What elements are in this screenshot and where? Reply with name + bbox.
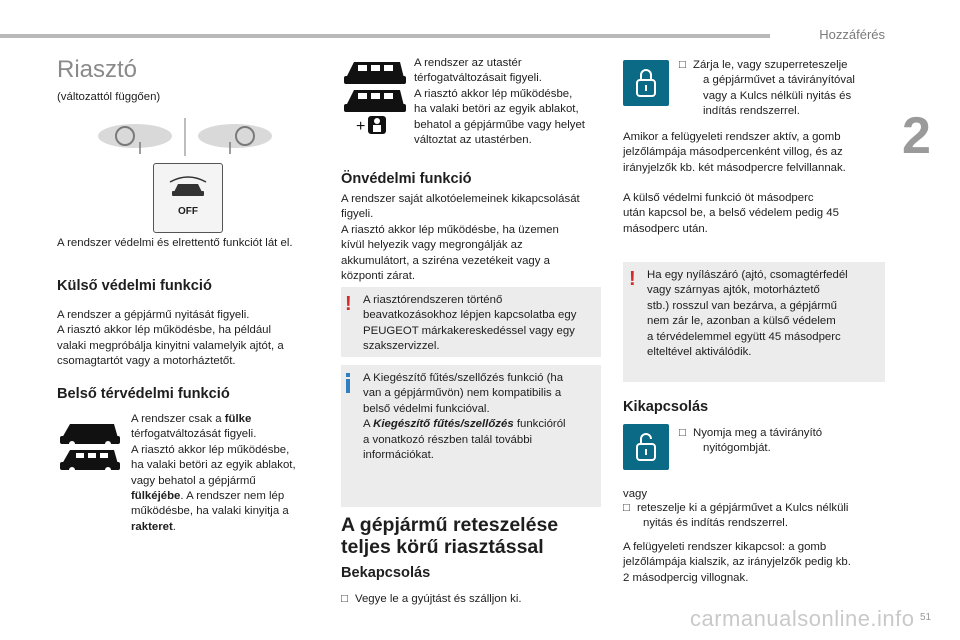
utaster-text [414, 56, 604, 148]
text-line: csomagtartót vagy a motorháztetőt. [57, 355, 236, 368]
car-alarm-icon [168, 176, 208, 198]
text: funkcióról [513, 418, 566, 431]
title-line: teljes körű riasztással [341, 536, 544, 558]
text-line: behatol a gépjárműbe vagy helyet [414, 118, 585, 131]
info-text [363, 371, 599, 463]
lock-tile [623, 60, 669, 106]
text-line: beavatkozásokhoz lépjen kapcsolatba egy [363, 309, 577, 322]
van-passenger-icon [342, 58, 408, 136]
vagy-text: vagy [623, 488, 648, 500]
outer-text [623, 191, 888, 237]
text-line: térfogatváltozását figyeli. [131, 428, 257, 441]
text: . [172, 520, 176, 533]
warning-box [341, 287, 601, 357]
info-icon [346, 373, 350, 393]
text-line [679, 426, 879, 441]
text-line: A rendszer a gépjármű nyitását figyeli. [57, 309, 250, 321]
chapter-number: 2 [902, 107, 931, 165]
bekapcs-title: Bekapcsolás [341, 565, 431, 581]
text-line: A külső védelmi funkció öt másodperc [623, 192, 814, 204]
text-line: stb.) rosszul van bezárva, a gépjármű [647, 299, 837, 312]
header-rule [0, 34, 770, 38]
text-line: kívül helyezik vagy megrongálják az [341, 239, 523, 252]
bullet-icon: □ [623, 502, 630, 514]
belso-text [131, 412, 331, 535]
bullet-icon: □ [679, 59, 686, 71]
kikapcs-bullet [623, 501, 888, 532]
lock-text [679, 58, 879, 120]
text-line: Amikor a felügyeleti rendszer aktív, a gomb [623, 131, 841, 143]
van-cabin-icon [58, 418, 122, 474]
bullet-icon: □ [341, 593, 348, 605]
text-line: jelzőlámpája másodpercenként villog, és az [623, 146, 843, 159]
text: A rendszer csak a [131, 413, 225, 425]
text-line: A riasztó akkor lép működésbe, ha üzemen [341, 223, 559, 236]
page-number: 51 [920, 612, 932, 623]
text-line: van a gépjárművön) nem kompatibilis a [363, 387, 562, 400]
text-line: vagy behatol a gépjármű [131, 474, 256, 487]
kulso-title: Külső védelmi funkció [57, 278, 212, 294]
text-line: a vonatkozó részben talál további [363, 433, 533, 446]
text-line: információkat. [363, 449, 434, 462]
off-label: OFF [178, 206, 198, 217]
final-text [623, 540, 893, 586]
text-line: Ha egy nyílászáró (ajtó, csomagtérfedél [647, 269, 848, 281]
text: . A rendszer nem lép [180, 490, 285, 503]
text-line: másodperc után. [623, 222, 708, 235]
caption-off: A rendszer védelmi és elrettentő funkciót lát el. [57, 237, 293, 249]
text-line: a gépjárművet a távirányítóval [703, 74, 855, 87]
text-line: működésbe, ha valaki kinyitja a [131, 505, 289, 518]
text-line: vagy a Kulcs nélküli nyitás és [703, 89, 852, 102]
bekapcs-bullet [341, 592, 522, 607]
emphasis: rakteret [131, 520, 173, 533]
text-line: térfogatváltozásait figyeli. [414, 72, 542, 85]
text-line: jelzőlámpája kialszik, az irányjelzők pedig kb. [623, 556, 851, 569]
text-line: akkumulátort, a sziréna vezetékeit vagy a [341, 254, 550, 267]
unlock-tile [623, 424, 669, 470]
warning-icon: ! [345, 293, 352, 315]
text-line: A felügyeleti rendszer kikapcsol: a gomb [623, 541, 827, 553]
text-line: A rendszer az utastér [414, 57, 522, 69]
info-box [341, 365, 601, 507]
text-line: vagy szárnyas ajtók, motorháztető [647, 284, 820, 297]
warning-text [363, 293, 599, 355]
text: Zárja le, vagy szuperreteszelje [693, 59, 848, 71]
belso-title: Belső térvédelmi funkció [57, 386, 230, 402]
bullet-icon: □ [679, 427, 686, 439]
page-title: Riasztó [57, 56, 138, 83]
text-line: után kapcsol be, a belső védelem pedig 45 [623, 207, 839, 220]
watermark: carmanualsonline.info [690, 606, 915, 631]
kikapcs-title: Kikapcsolás [623, 399, 709, 415]
text: A [363, 418, 374, 431]
text: reteszelje ki a gépjárművet a Kulcs nélküli [637, 502, 849, 514]
text-line [679, 58, 879, 73]
text-line: figyeli. [341, 208, 374, 221]
text-line [623, 501, 888, 516]
subtitle: (változattól függően) [57, 91, 161, 103]
text-line: ha valaki betöri az egyik ablakot, [131, 459, 296, 472]
warning-icon: ! [629, 268, 636, 290]
onvedelmi-text [341, 192, 609, 284]
text-line: PEUGEOT márkakereskedéssel vagy egy [363, 324, 575, 337]
emphasis: fülke [224, 413, 252, 425]
unlock-text [679, 426, 879, 457]
active-text [623, 130, 888, 176]
lock-icon [635, 68, 657, 98]
emphasis: fülkéjébe [131, 490, 181, 503]
alarm-off-button [153, 163, 223, 233]
text-line: A Kiegészítő fűtés/szellőzés funkció (ha [363, 372, 564, 384]
big-title [341, 514, 558, 558]
text-line: A rendszer saját alkotóelemeinek kikapcsolását [341, 193, 580, 205]
text-line: belső védelmi funkcióval. [363, 402, 490, 415]
text-line: indítás rendszerrel. [703, 105, 800, 118]
text-line [363, 417, 599, 432]
text-line: nyitás és indítás rendszerrel. [643, 517, 788, 530]
text-line: ha valaki betöri az egyik ablakot, [414, 103, 579, 116]
text: Nyomja meg a távirányító [693, 427, 823, 439]
warning-text-2 [647, 268, 883, 360]
text-line: valaki megpróbálja kinyitni valamelyik ajtót, a [57, 339, 284, 352]
text-line: változtat az utastérben. [414, 134, 532, 147]
text-line: a térvédelemmel együtt 45 másodperc [647, 330, 841, 343]
text-line: A riasztó akkor lép működésbe, [414, 87, 573, 100]
text-line: központi zárat. [341, 270, 416, 283]
unlock-icon [635, 432, 657, 462]
onvedelmi-title: Önvédelmi funkció [341, 171, 472, 187]
title-line: A gépjármű reteszelése [341, 514, 559, 536]
steering-wheel-diagram [95, 116, 275, 158]
text-line: nyitógombját. [703, 442, 771, 455]
section-title: Hozzáférés [819, 27, 885, 42]
text-line: elteltével aktiválódik. [647, 346, 752, 359]
text-line: irányjelzők kb. két másodpercre felvillannak. [623, 161, 846, 174]
text-line [131, 520, 331, 535]
emphasis: Kiegészítő fűtés/szellőzés [373, 418, 514, 431]
text-line: A riasztórendszeren történő [363, 294, 503, 306]
text-line: A riasztó akkor lép működésbe, ha például [57, 324, 272, 337]
warning-box-2 [623, 262, 885, 382]
text-line: 2 másodpercig villognak. [623, 571, 749, 584]
text-line [131, 489, 331, 504]
text-line: nem zár le, azonban a külső védelem [647, 315, 836, 328]
kulso-text [57, 308, 327, 370]
text-line [131, 412, 331, 427]
text: Vegye le a gyújtást és szálljon ki. [355, 593, 522, 605]
text-line: A riasztó akkor lép működésbe, [131, 443, 290, 456]
text-line: szakszervizzel. [363, 340, 440, 353]
svg-text:+: + [356, 118, 366, 135]
